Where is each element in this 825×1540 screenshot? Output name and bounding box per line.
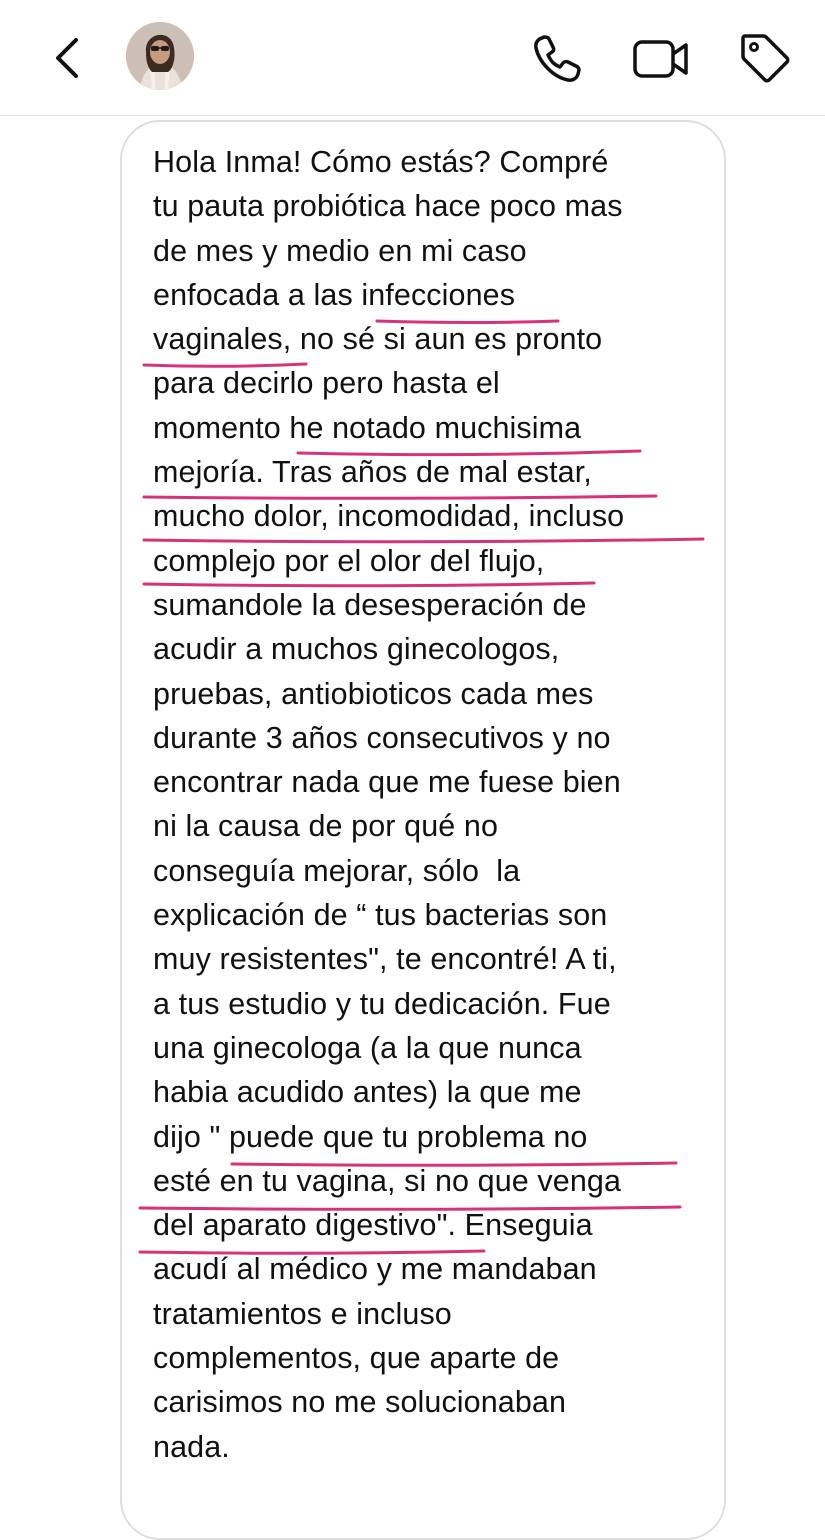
chat-header	[0, 0, 825, 116]
message-text: Hola Inma! Cómo estás? Compré tu pauta probiótica hace poco mas de mes y medio en mi caso enfocada a las infecciones vaginales, no sé si aun es pronto para decirlo pero hasta el momento he notado muchisima mejoría. Tras años de mal estar, mucho dolor, incomodidad, incluso complejo por el olor del flujo, sumandole la desesperación de acudir a muchos ginecologos, pruebas, antiobioticos cada mes durante 3 años consecutivos y no encontrar nada que me fuese bien ni la causa de por qué no conseguía mejorar, sólo la explicación de “ tus bacterias son muy resistentes", te encontré! A ti, a tus estudio y tu dedicación. Fue una ginecologa (a la que nunca habia acudido antes) la que me dijo " puede que tu problema no esté en tu vagina, si no que venga del aparato digestivo". Enseguia acudí al médico y me mandaban tratamientos e incluso complementos, que aparte de carisimos no me solucionaban nada.	[153, 145, 625, 1464]
contact-avatar-image	[126, 22, 194, 90]
avatar[interactable]	[126, 22, 194, 90]
chevron-left-icon[interactable]	[40, 30, 96, 86]
phone-icon[interactable]	[528, 30, 586, 88]
video-camera-icon[interactable]	[630, 30, 692, 88]
tag-icon[interactable]	[735, 28, 795, 88]
